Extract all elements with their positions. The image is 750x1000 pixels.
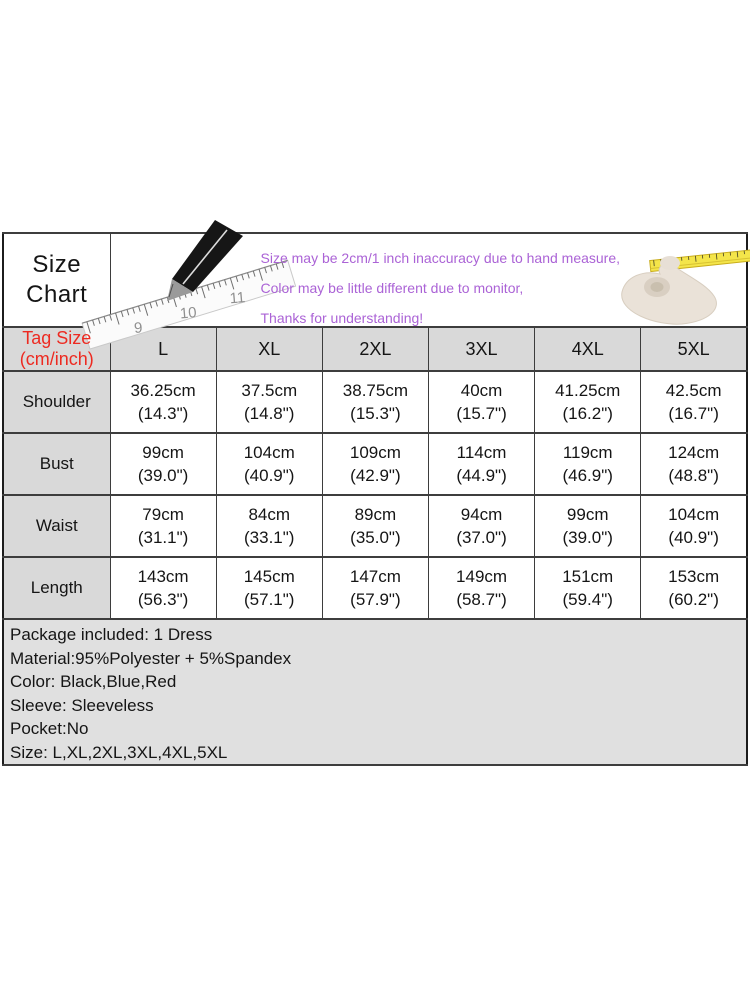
cm-value: 153cm: [668, 567, 720, 586]
measurement-cell: [322, 371, 428, 433]
row-label: Waist: [3, 495, 110, 557]
note-line: Size may be 2cm/1 inch inaccuracy due to hand measure,: [260, 250, 621, 266]
cm-value: 42.5cm: [665, 381, 722, 400]
inch-value: (15.7"): [456, 404, 507, 423]
row-label: Shoulder: [3, 371, 110, 433]
cm-value: 41.25cm: [555, 381, 621, 400]
measurement-cell: [428, 495, 534, 557]
cm-value: 99cm: [142, 443, 184, 462]
inch-value: (58.7"): [456, 590, 507, 609]
cm-value: 143cm: [137, 567, 189, 586]
inch-value: (16.7"): [668, 404, 719, 423]
column-header-4XL: 4XL: [535, 327, 641, 371]
note-line: Thanks for understanding!: [260, 310, 424, 326]
measure-notes: [261, 234, 621, 326]
measurement-cell: [110, 433, 216, 495]
info-line-material: Material:95%Polyester + 5%Spandex: [10, 648, 292, 668]
inch-value: (57.9"): [350, 590, 401, 609]
cm-value: 99cm: [566, 505, 609, 524]
cm-value: 145cm: [243, 567, 295, 586]
measurement-cell: [535, 433, 641, 495]
row-label: Bust: [3, 433, 110, 495]
size-chart-sheet: [2, 232, 748, 766]
column-header-2XL: 2XL: [322, 327, 428, 371]
tag-size-label: Tag Size (cm/inch): [3, 327, 110, 371]
cm-value: 37.5cm: [241, 381, 298, 400]
cm-value: 104cm: [668, 505, 720, 524]
inch-value: (14.3"): [137, 404, 189, 423]
cm-value: 79cm: [142, 505, 184, 524]
inch-value: (14.8"): [244, 404, 295, 423]
cm-value: 38.75cm: [342, 381, 408, 400]
inch-value: (39.0"): [137, 466, 189, 485]
row-label: Length: [3, 557, 110, 619]
info-line-package: Package included: 1 Dress: [10, 625, 213, 644]
ruler-number-9: 9: [132, 319, 143, 337]
measurement-cell: [641, 371, 747, 433]
info-line-size: Size: L,XL,2XL,3XL,4XL,5XL: [10, 742, 228, 762]
inch-value: (37.0"): [456, 528, 507, 547]
measurement-cell: [641, 495, 747, 557]
measurement-cell: [535, 495, 641, 557]
inch-value: (59.4"): [562, 590, 613, 609]
measurement-cell: [641, 557, 747, 619]
inch-value: (35.0"): [350, 528, 401, 547]
measurement-cell: [322, 495, 428, 557]
inch-value: (42.9"): [350, 466, 401, 485]
cm-value: 149cm: [456, 567, 508, 586]
hand-tape-illustration: [620, 234, 750, 326]
column-header-5XL: 5XL: [641, 327, 747, 371]
inch-value: (48.8"): [668, 466, 719, 485]
ruler-number-10: 10: [178, 304, 197, 323]
size-table-body: [3, 371, 747, 619]
inch-value: (39.0"): [562, 528, 613, 547]
header-illustration-row: [3, 233, 747, 327]
cm-value: 124cm: [668, 443, 720, 462]
product-info-row: [3, 619, 747, 765]
inch-value: (44.9"): [456, 466, 507, 485]
cm-value: 109cm: [349, 443, 401, 462]
cm-value: 114cm: [456, 443, 507, 462]
inch-value: (46.9"): [562, 466, 613, 485]
header-illustration-cell: [110, 233, 747, 337]
page-title: Size Chart: [3, 233, 110, 327]
cm-value: 119cm: [562, 443, 613, 462]
info-line-pocket: Pocket:No: [10, 719, 89, 738]
product-info-panel: [3, 619, 747, 765]
inch-value: (56.3"): [137, 590, 189, 609]
measurement-cell: [428, 557, 534, 619]
table-row: [3, 557, 747, 619]
inch-value: (33.1"): [244, 528, 295, 547]
measurement-cell: [322, 433, 428, 495]
pen-ruler-illustration: [111, 234, 261, 337]
table-row: [3, 495, 747, 557]
size-table: [2, 232, 748, 766]
inch-value: (60.2"): [668, 590, 719, 609]
cm-value: 84cm: [248, 505, 291, 524]
inch-value: (40.9"): [244, 466, 295, 485]
inch-value: (31.1"): [137, 528, 189, 547]
measurement-cell: [535, 371, 641, 433]
table-row: [3, 433, 747, 495]
measurement-cell: [110, 557, 216, 619]
info-line-sleeve: Sleeve: Sleeveless: [10, 695, 154, 715]
info-line-color: Color: Black,Blue,Red: [10, 672, 177, 691]
measurement-cell: [428, 433, 534, 495]
cm-value: 94cm: [460, 505, 503, 524]
table-row: [3, 371, 747, 433]
measurement-cell: [322, 557, 428, 619]
inch-value: (15.3"): [350, 404, 401, 423]
measurement-cell: [641, 433, 747, 495]
cm-value: 36.25cm: [130, 381, 196, 400]
measurement-cell: [216, 371, 322, 433]
cm-value: 147cm: [349, 567, 401, 586]
cm-value: 104cm: [243, 443, 295, 462]
measurement-cell: [535, 557, 641, 619]
inch-value: (40.9"): [668, 528, 719, 547]
measurement-cell: [216, 495, 322, 557]
measurement-cell: [216, 557, 322, 619]
cm-value: 151cm: [562, 567, 614, 586]
measurement-cell: [216, 433, 322, 495]
measurement-cell: [110, 495, 216, 557]
cm-value: 89cm: [354, 505, 397, 524]
measurement-cell: [110, 371, 216, 433]
column-header-XL: XL: [216, 327, 322, 371]
column-header-L: L: [110, 327, 216, 371]
inch-value: (57.1"): [244, 590, 295, 609]
cm-value: 40cm: [460, 381, 503, 400]
illustration-wrap: [111, 234, 747, 337]
measurement-cell: [428, 371, 534, 433]
ruler-number-11: 11: [228, 289, 246, 308]
inch-value: (16.2"): [562, 404, 613, 423]
note-line: Color may be little different due to monitor,: [260, 280, 524, 296]
column-header-3XL: 3XL: [428, 327, 534, 371]
